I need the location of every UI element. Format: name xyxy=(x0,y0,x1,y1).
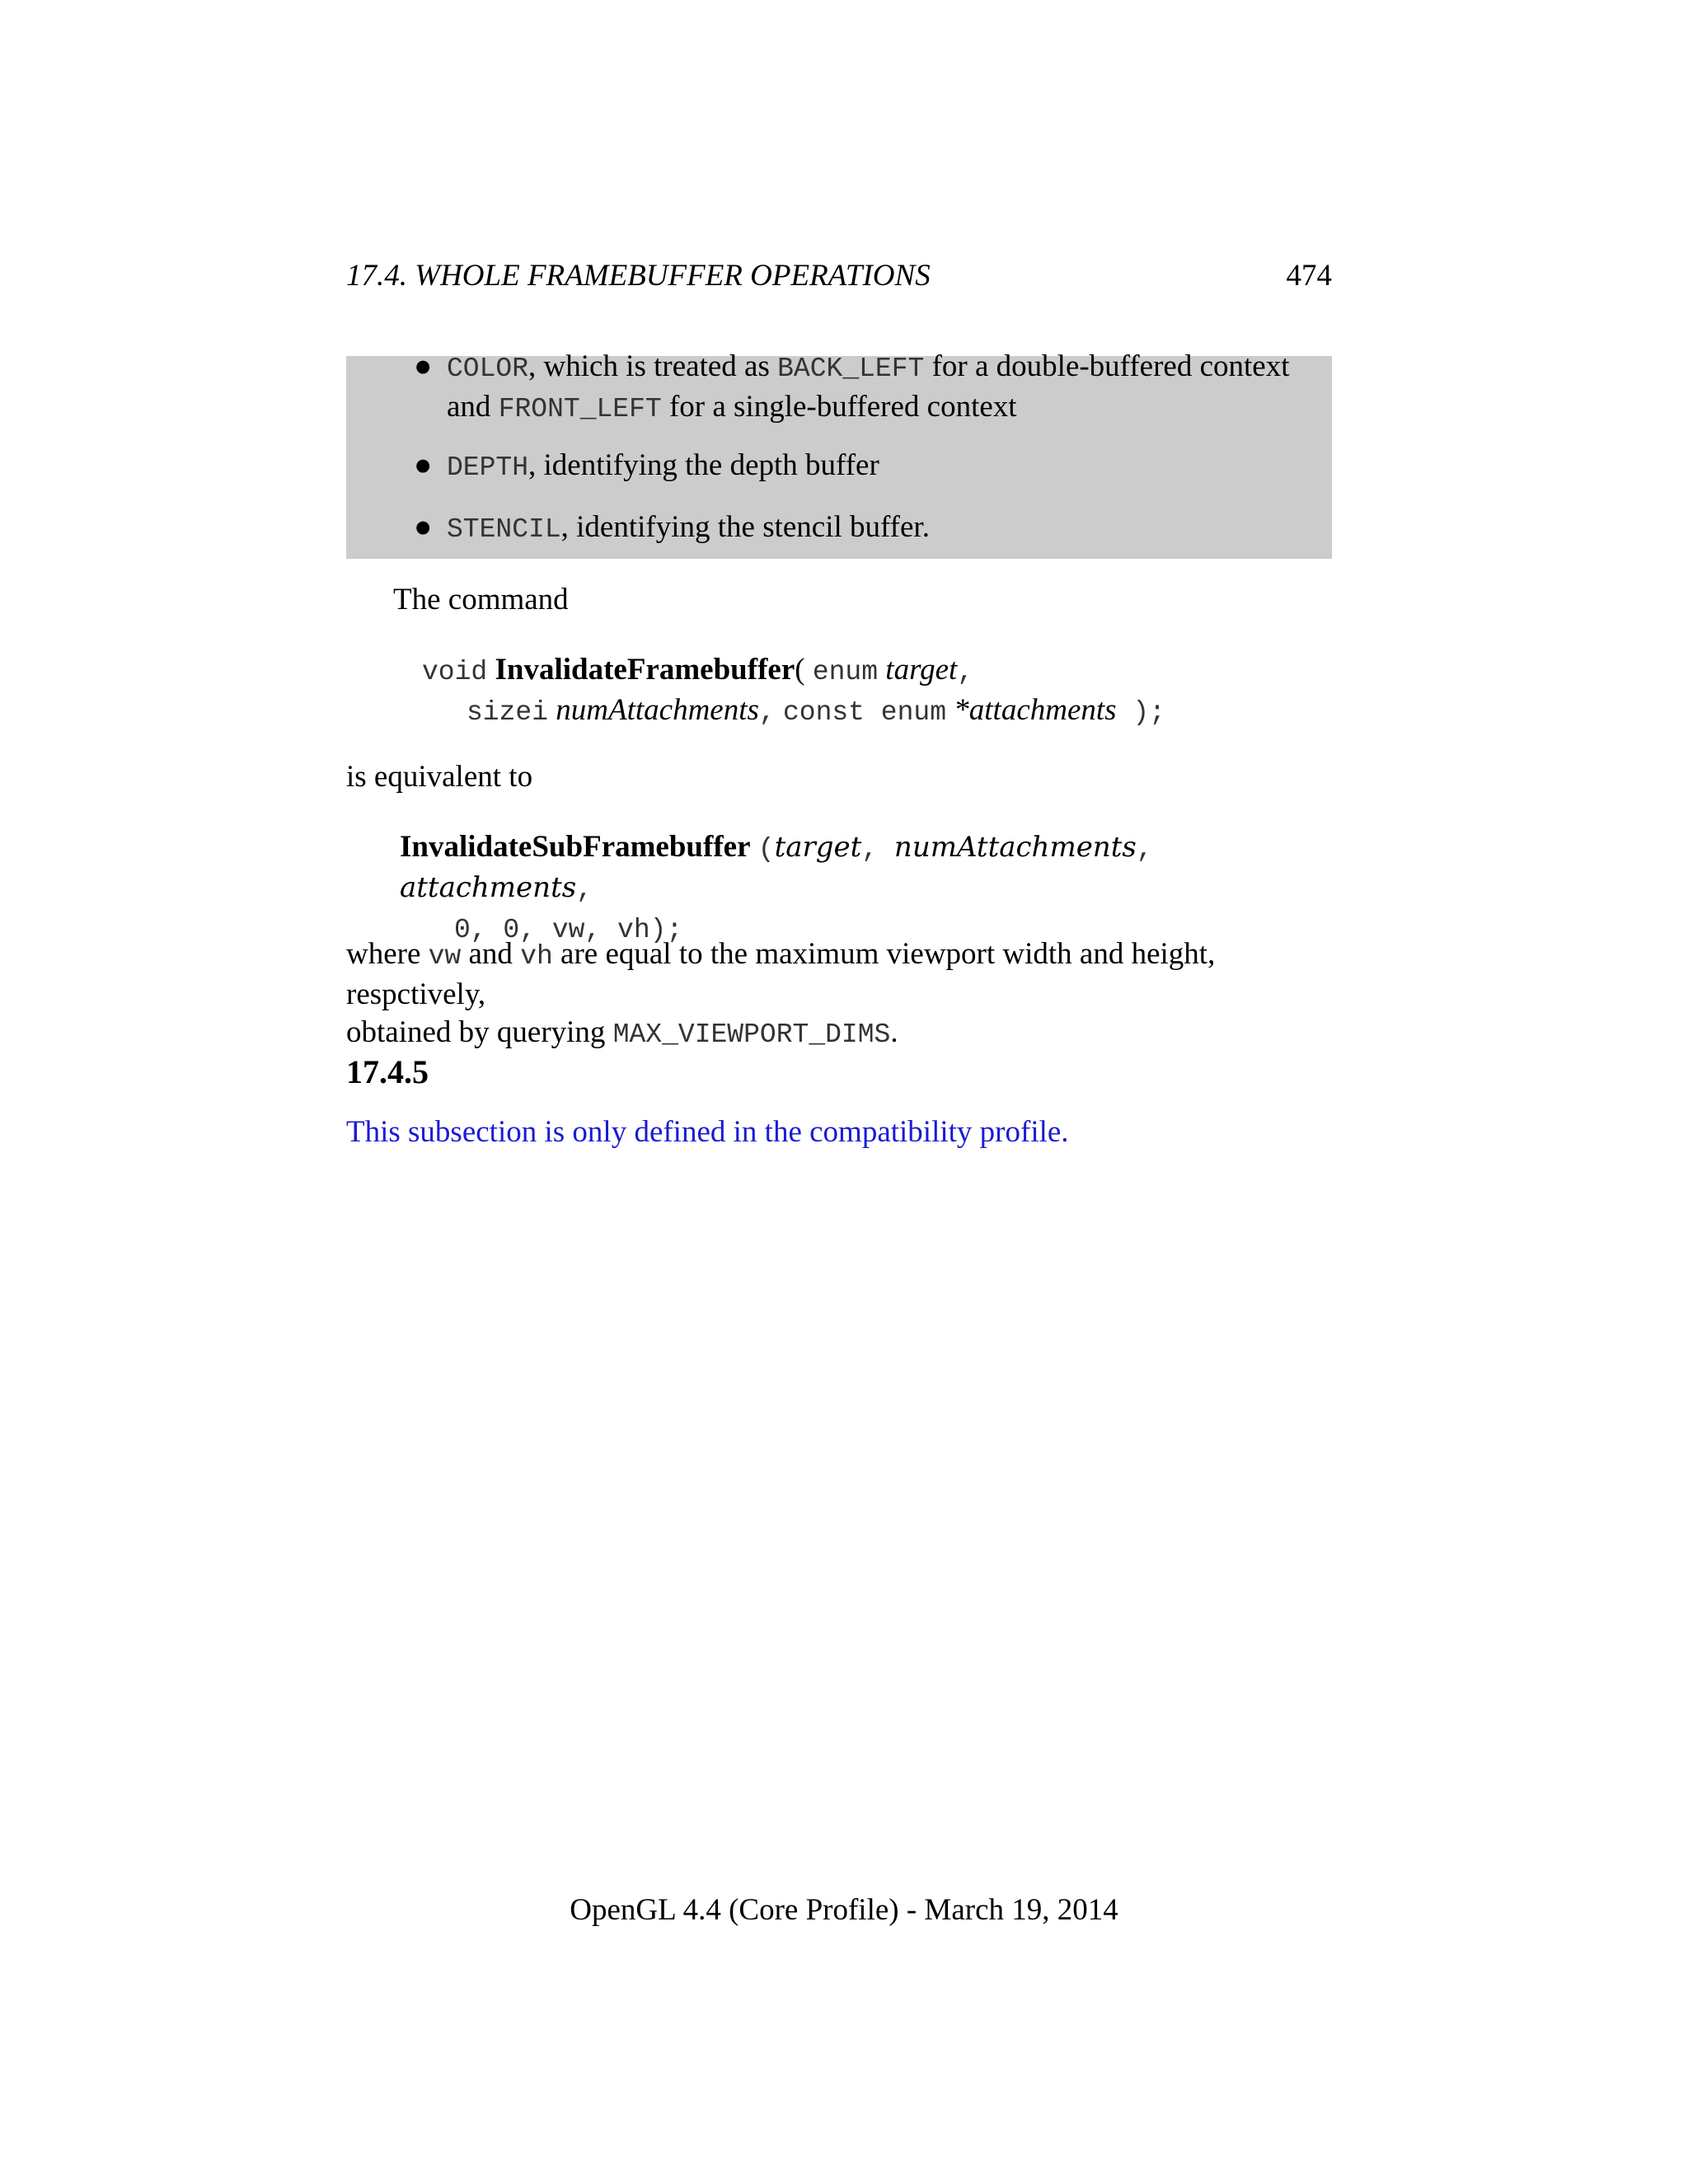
running-header xyxy=(346,257,1332,298)
page-number: 474 xyxy=(1286,259,1332,293)
function-name: InvalidateFramebuffer xyxy=(495,653,795,687)
code-front-left: FRONT_LEFT xyxy=(498,394,662,424)
compatibility-note: This subsection is only defined in the compatibility profile. xyxy=(346,1115,1069,1149)
code-depth: DEPTH xyxy=(447,452,529,483)
bullet-color: ● COLOR, which is treated as BACK_LEFT for a double-buffered context and FRONT_LEFT for a single-buffered context xyxy=(414,349,1290,424)
prototype-invalidate-framebuffer: void InvalidateFramebuffer( enum target, sizei numAttachments, const enum *attachments ); xyxy=(422,653,1165,728)
code-color: COLOR xyxy=(447,354,529,384)
prototype-invalidate-subframebuffer: InvalidateSubFramebuffer (target, numAttachments, attachments, 0, 0, vw, vh); xyxy=(400,830,1153,945)
bullet-dot-icon: ● xyxy=(414,448,433,482)
section-heading: 17.4.5 xyxy=(346,1053,429,1090)
section-title: 17.4. WHOLE FRAMEBUFFER OPERATIONS xyxy=(346,259,931,293)
code-stencil: STENCIL xyxy=(447,514,561,545)
bullet-depth: ● DEPTH, identifying the depth buffer xyxy=(414,448,879,483)
bullet-dot-icon: ● xyxy=(414,349,433,383)
bullet-stencil: ● STENCIL, identifying the stencil buffer. xyxy=(414,510,930,545)
page-footer: OpenGL 4.4 (Core Profile) - March 19, 2014 xyxy=(570,1893,1118,1927)
equivalent-text: is equivalent to xyxy=(346,760,533,794)
where-paragraph: where vw and vh are equal to the maximum viewport width and height, respctively, obtained by querying MAX_VIEWPORT_DIMS. xyxy=(346,937,1216,1050)
code-back-left: BACK_LEFT xyxy=(777,354,925,384)
bullet-dot-icon: ● xyxy=(414,510,433,544)
intro-text: The command xyxy=(393,583,569,616)
function-name: InvalidateSubFramebuffer xyxy=(400,830,751,864)
